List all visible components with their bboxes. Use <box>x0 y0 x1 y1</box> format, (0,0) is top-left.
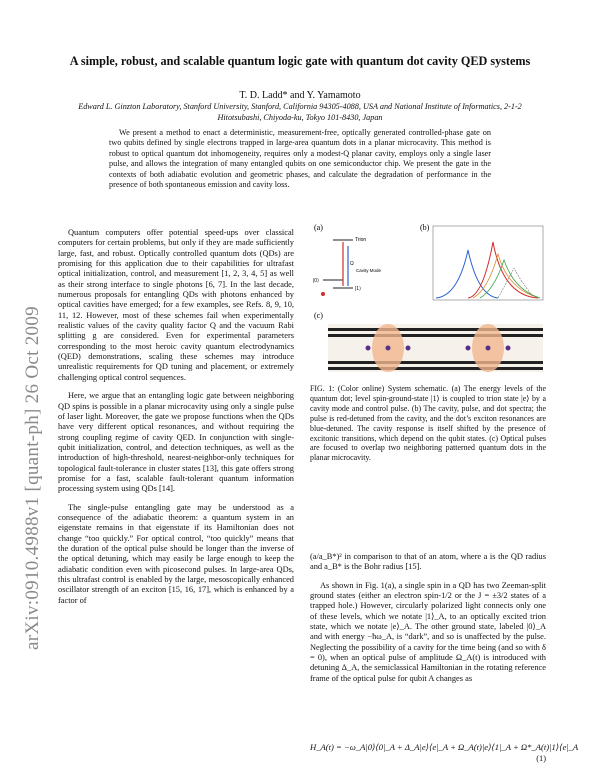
right-column <box>310 552 546 692</box>
paragraph: As shown in Fig. 1(a), a single spin in a QD has two Zeeman-split ground states (either an electron spin-1/2 or the J = ±3/2 states of a trapped hole.) However, circularly polarized light connects only one of these levels, which we notate |1⟩_A, to an optically excited trion state, which we notate |e⟩_A. The other ground state, labeled |0⟩_A and with energy −ħω_A, is “dark”, and so is unaffected by the pulse. Neglecting the possibility of a cavity for the time being (and so with δ = 0), when an optical pulse of amplitude Ω_A(t) is introduced with detuning Δ_A, the semiclassical Hamiltonian in the rotating reference frame of the optical pulse for qubit A changes as <box>310 580 546 683</box>
state-1-label: |1⟩ <box>355 286 362 292</box>
mirror-bottom-2 <box>328 367 543 370</box>
paragraph: The single-pulse entangling gate may be understood as a consequence of the adiabatic theorem: a quantum system in an eigenstate remains in that eigenstate if its Hamiltonian does not change “too quickly.” For optical control, “too quickly” means that the duration of the optical pulse should be longer than the inverse of the optical detuning, which may easily be large enough to keep the adiabatic condition even with picosecond pulses. In large-area QDs, this ultrafast control is enabled by the large, mesoscopically enhanced oscillator strength of an exciton [15, 16, 17], which is enhanced by a factor of <box>58 502 294 605</box>
paragraph: Quantum computers offer potential speed-ups over classical computers for certain problems, but only if they are made sufficiently large, fast, and robust. Optically controlled quantum dots (QDs) are promising for this application due to their capabilities for ultrafast optical initialization, control, and measurement [1, 2, 3, 4, 5] as well as their strong interface to single photons [6, 7]. In the last decade, numerous proposals for entangling QDs with photons enhanced by optical cavities have emerged; for a few examples, see Refs. 8, 9, 10, 11, 12. However, most of these schemes fail when experimentally realistic values of the cavity quality factor Q and the vacuum Rabi splitting g are considered. Even for experimental parameters corresponding to the most heroic cavity quantum electrodynamics (QED) demonstrations, scaling these schemes may introduce unrealistic requirements for QD tuning and placement, or extremely challenging optical control sequences. <box>58 228 294 382</box>
mirror-top-2 <box>328 334 543 337</box>
microcavity <box>328 324 543 372</box>
paper-title: A simple, robust, and scalable quantum logic gate with quantum dot cavity QED systems <box>69 54 531 68</box>
paper-abstract: We present a method to enact a deterministic, measurement-free, optically generated controlled-phase gate on two qubits defined by single electrons trapped in large-area quantum dots in a planar microcavity. This method is robust to optical quantum dot inhomogeneity, requires only a modest-Q planar cavity, employs only a single laser pulse, and allows the integration of many entangled qubits on one semiconductor chip. We present the gate in the contexts of both adiabatic evolution and geometric phases, and calculate the degradation of performance in the presence of both spontaneous emission and cavity loss. <box>109 128 491 190</box>
quantum-dot <box>406 346 411 351</box>
dot-spectrum-a <box>473 254 540 298</box>
quantum-dot <box>366 346 371 351</box>
figure-caption: FIG. 1: (Color online) System schematic. (a) The energy levels of the quantum dot; level spin-ground-state |1⟩ is coupled to trion state |e⟩ by a cavity mode and control pulse. (b) The cavity, pulse, and dot spectra; the pulse is red-detuned from the cavity, and the dot’s exciton resonances are blue-detuned. The cavity response is itself shifted by the presence of excitonic transitions, which depend on the qubit states. (c) Optical pulses are focused to overlap two neighboring patterned quantum dots in the planar microcavity. <box>310 384 546 463</box>
quantum-dot <box>466 346 471 351</box>
mirror-bottom-1 <box>328 361 543 364</box>
paper-authors: T. D. Ladd* and Y. Yamamoto <box>239 90 361 101</box>
figure-1 <box>308 220 548 376</box>
trion-label: Trion <box>355 237 367 243</box>
paragraph: Here, we argue that an entangling logic gate between neighboring QD spins is possible in a planar microcavity using only a single pulse of laser light. Moreover, the gate we propose functions when the QDs have very different optical resonances, and without requiring the strong coupling regime of cavity QED. In conjunction with single-qubit initialization, control, and detection techniques, as well as the introduction of high-threshold, nearest-neighbor-only techniques for topological fault-tolerance in cluster states [13], this gate offers strong promise for a fast, scalable fault-tolerant quantum information processing system using QDs [14]. <box>58 391 294 494</box>
equation-1 <box>310 742 579 763</box>
panel-a-label: (a) <box>314 223 323 232</box>
paper-affiliation: Edward L. Ginzton Laboratory, Stanford University, Stanford, California 94305-4088, USA and National Institute of Informatics, 2-1-2 Hitotsubashi, Chiyoda-ku, Tokyo 101-8430, Japan <box>78 102 522 122</box>
cavity-label: Cavity Mode <box>356 268 382 273</box>
equation-number: (1) <box>536 754 546 763</box>
paragraph: (a/a_B*)² in comparison to that of an atom, where a is the QD radius and a_B* is the Bohr radius [15]. <box>310 552 546 572</box>
panel-c-label: (c) <box>314 311 323 320</box>
mirror-top-1 <box>328 328 543 331</box>
quantum-dot <box>486 346 491 351</box>
arxiv-stamp-text: arXiv:0910.4988v1 [quant-ph] 26 Oct 2009 <box>22 306 43 650</box>
panel-b-label: (b) <box>420 223 430 232</box>
spin-dot <box>321 292 325 296</box>
omega-label: Ω <box>350 261 354 267</box>
quantum-dot <box>506 346 511 351</box>
quantum-dot <box>386 346 391 351</box>
equation-text: H_A(t) = −ω_A|0⟩⟨0|_A + Δ_A|e⟩⟨e|_A + Ω_A(t)|e⟩⟨1|_A + Ω*_A(t)|1⟩⟨e|_A <box>310 742 579 752</box>
arxiv-stamp <box>4 230 43 650</box>
left-column <box>58 228 294 614</box>
state-0-label: |0⟩ <box>313 278 320 284</box>
